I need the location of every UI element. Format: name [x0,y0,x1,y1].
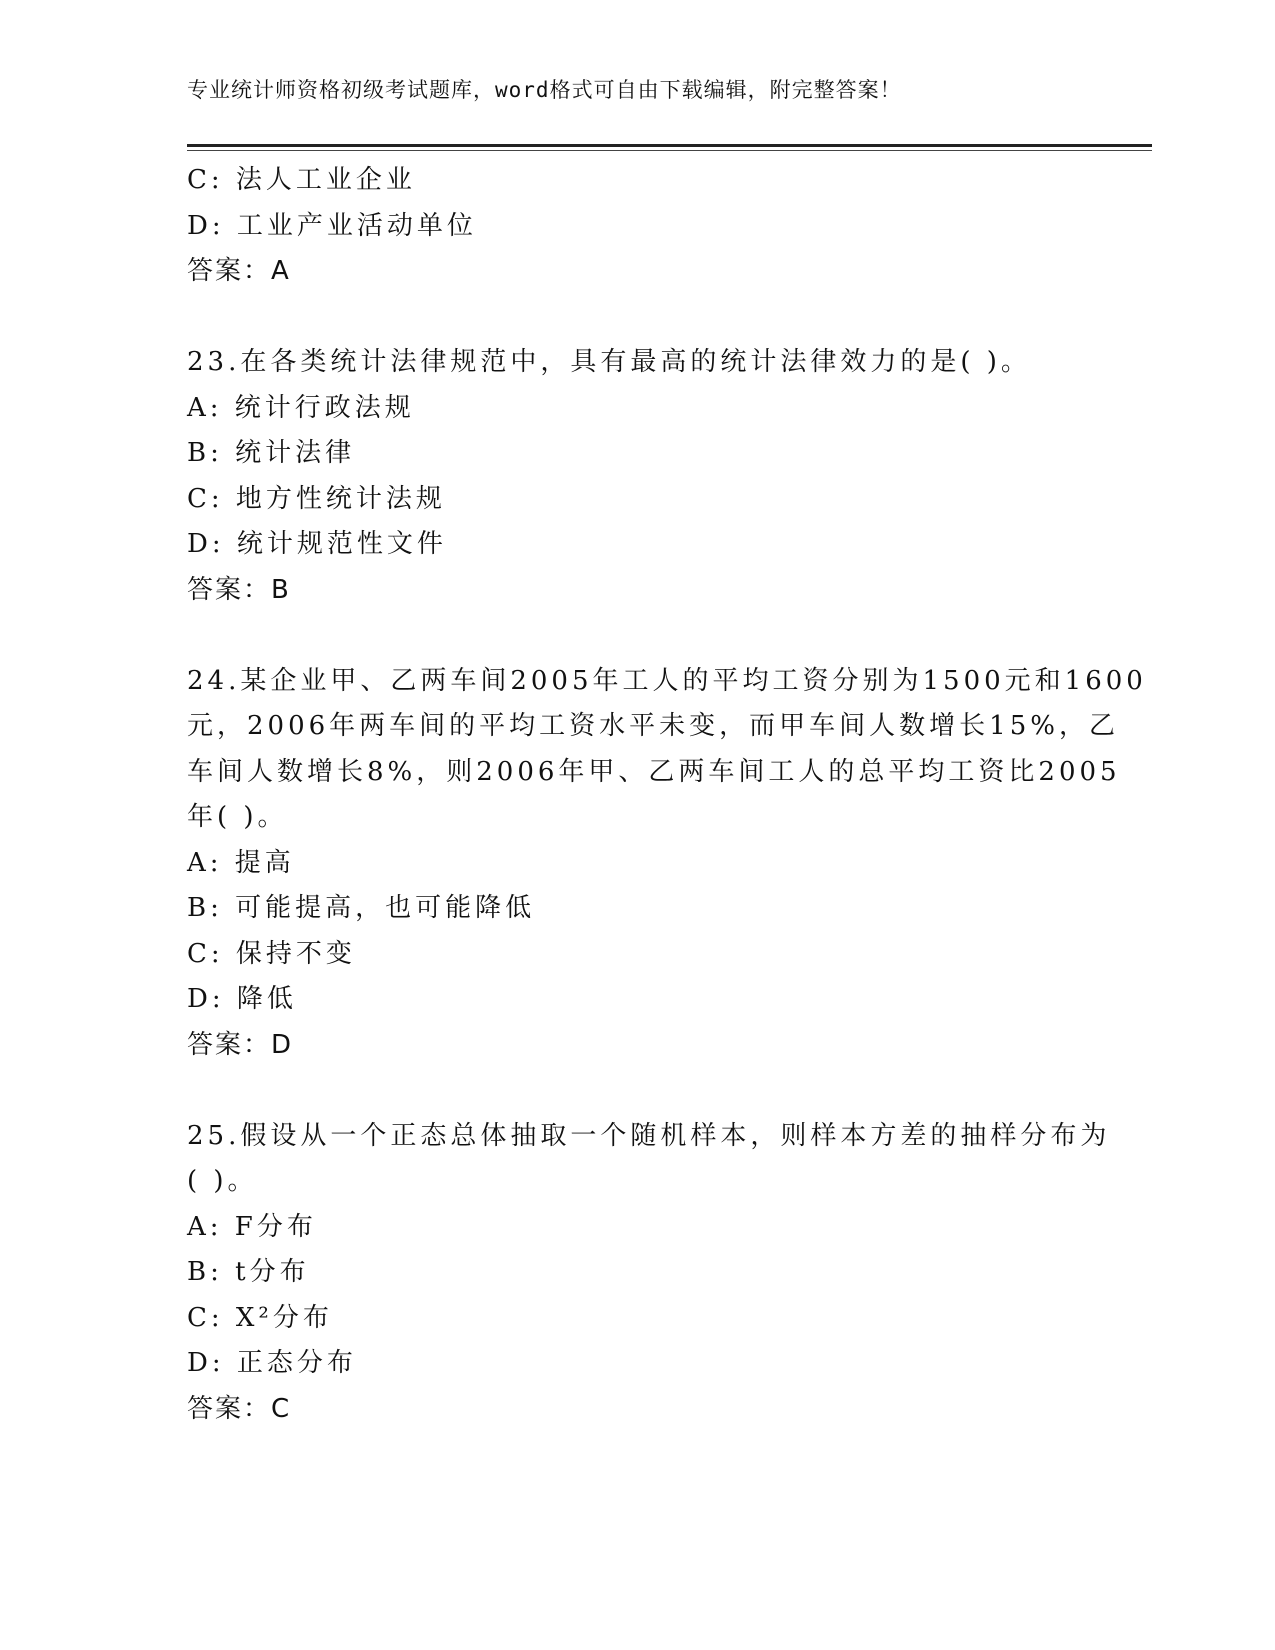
option-a: A: 统计行政法规 [187,392,415,423]
answer: 答案：D [187,1029,294,1060]
question-25 [187,1114,1111,1433]
question-content [187,158,1147,1432]
header-rule-thin [187,150,1152,151]
spacer [187,613,1087,659]
question-stem-line: 25.假设从一个正态总体抽取一个随机样本，则样本方差的抽样分布为 [187,1120,1111,1151]
question-stem-line: ( )。 [187,1166,258,1196]
spacer [187,1068,1087,1114]
question-23 [187,340,1087,613]
option-c: C: 地方性统计法规 [187,483,446,514]
spacer [187,295,1087,341]
option-b: B: t分布 [187,1257,310,1287]
question-22-tail [187,158,1087,295]
answer: 答案：B [187,574,291,605]
question-24 [187,659,1147,1069]
option-d: D: 统计规范性文件 [187,529,447,559]
answer: 答案：A [187,256,291,286]
header-rule-thick [187,144,1152,147]
answer: 答案：C [187,1393,292,1424]
question-stem-line: 年( )。 [187,802,288,832]
option-c: C: 法人工业企业 [187,165,416,195]
question-stem: 23.在各类统计法律规范中，具有最高的统计法律效力的是( )。 [187,347,1031,377]
page-header: 专业统计师资格初级考试题库，word格式可自由下载编辑，附完整答案！ [187,78,902,102]
option-a: A: F分布 [187,1211,317,1242]
option-c: C: 保持不变 [187,938,356,969]
option-b: B: 可能提高，也可能降低 [187,893,536,923]
option-d: D: 工业产业活动单位 [187,210,477,241]
question-stem-line: 元，2006年两车间的平均工资水平未变，而甲车间人数增长15%，乙 [187,711,1119,741]
option-a: A: 提高 [187,847,295,878]
question-stem-line: 车间人数增长8%，则2006年甲、乙两车间工人的总平均工资比2005 [187,756,1121,787]
question-stem-line: 24.某企业甲、乙两车间2005年工人的平均工资分别为1500元和1600 [187,665,1147,696]
option-d: D: 降低 [187,984,297,1014]
option-c: C: X²分布 [187,1302,333,1333]
option-b: B: 统计法律 [187,438,356,468]
option-d: D: 正态分布 [187,1348,357,1378]
